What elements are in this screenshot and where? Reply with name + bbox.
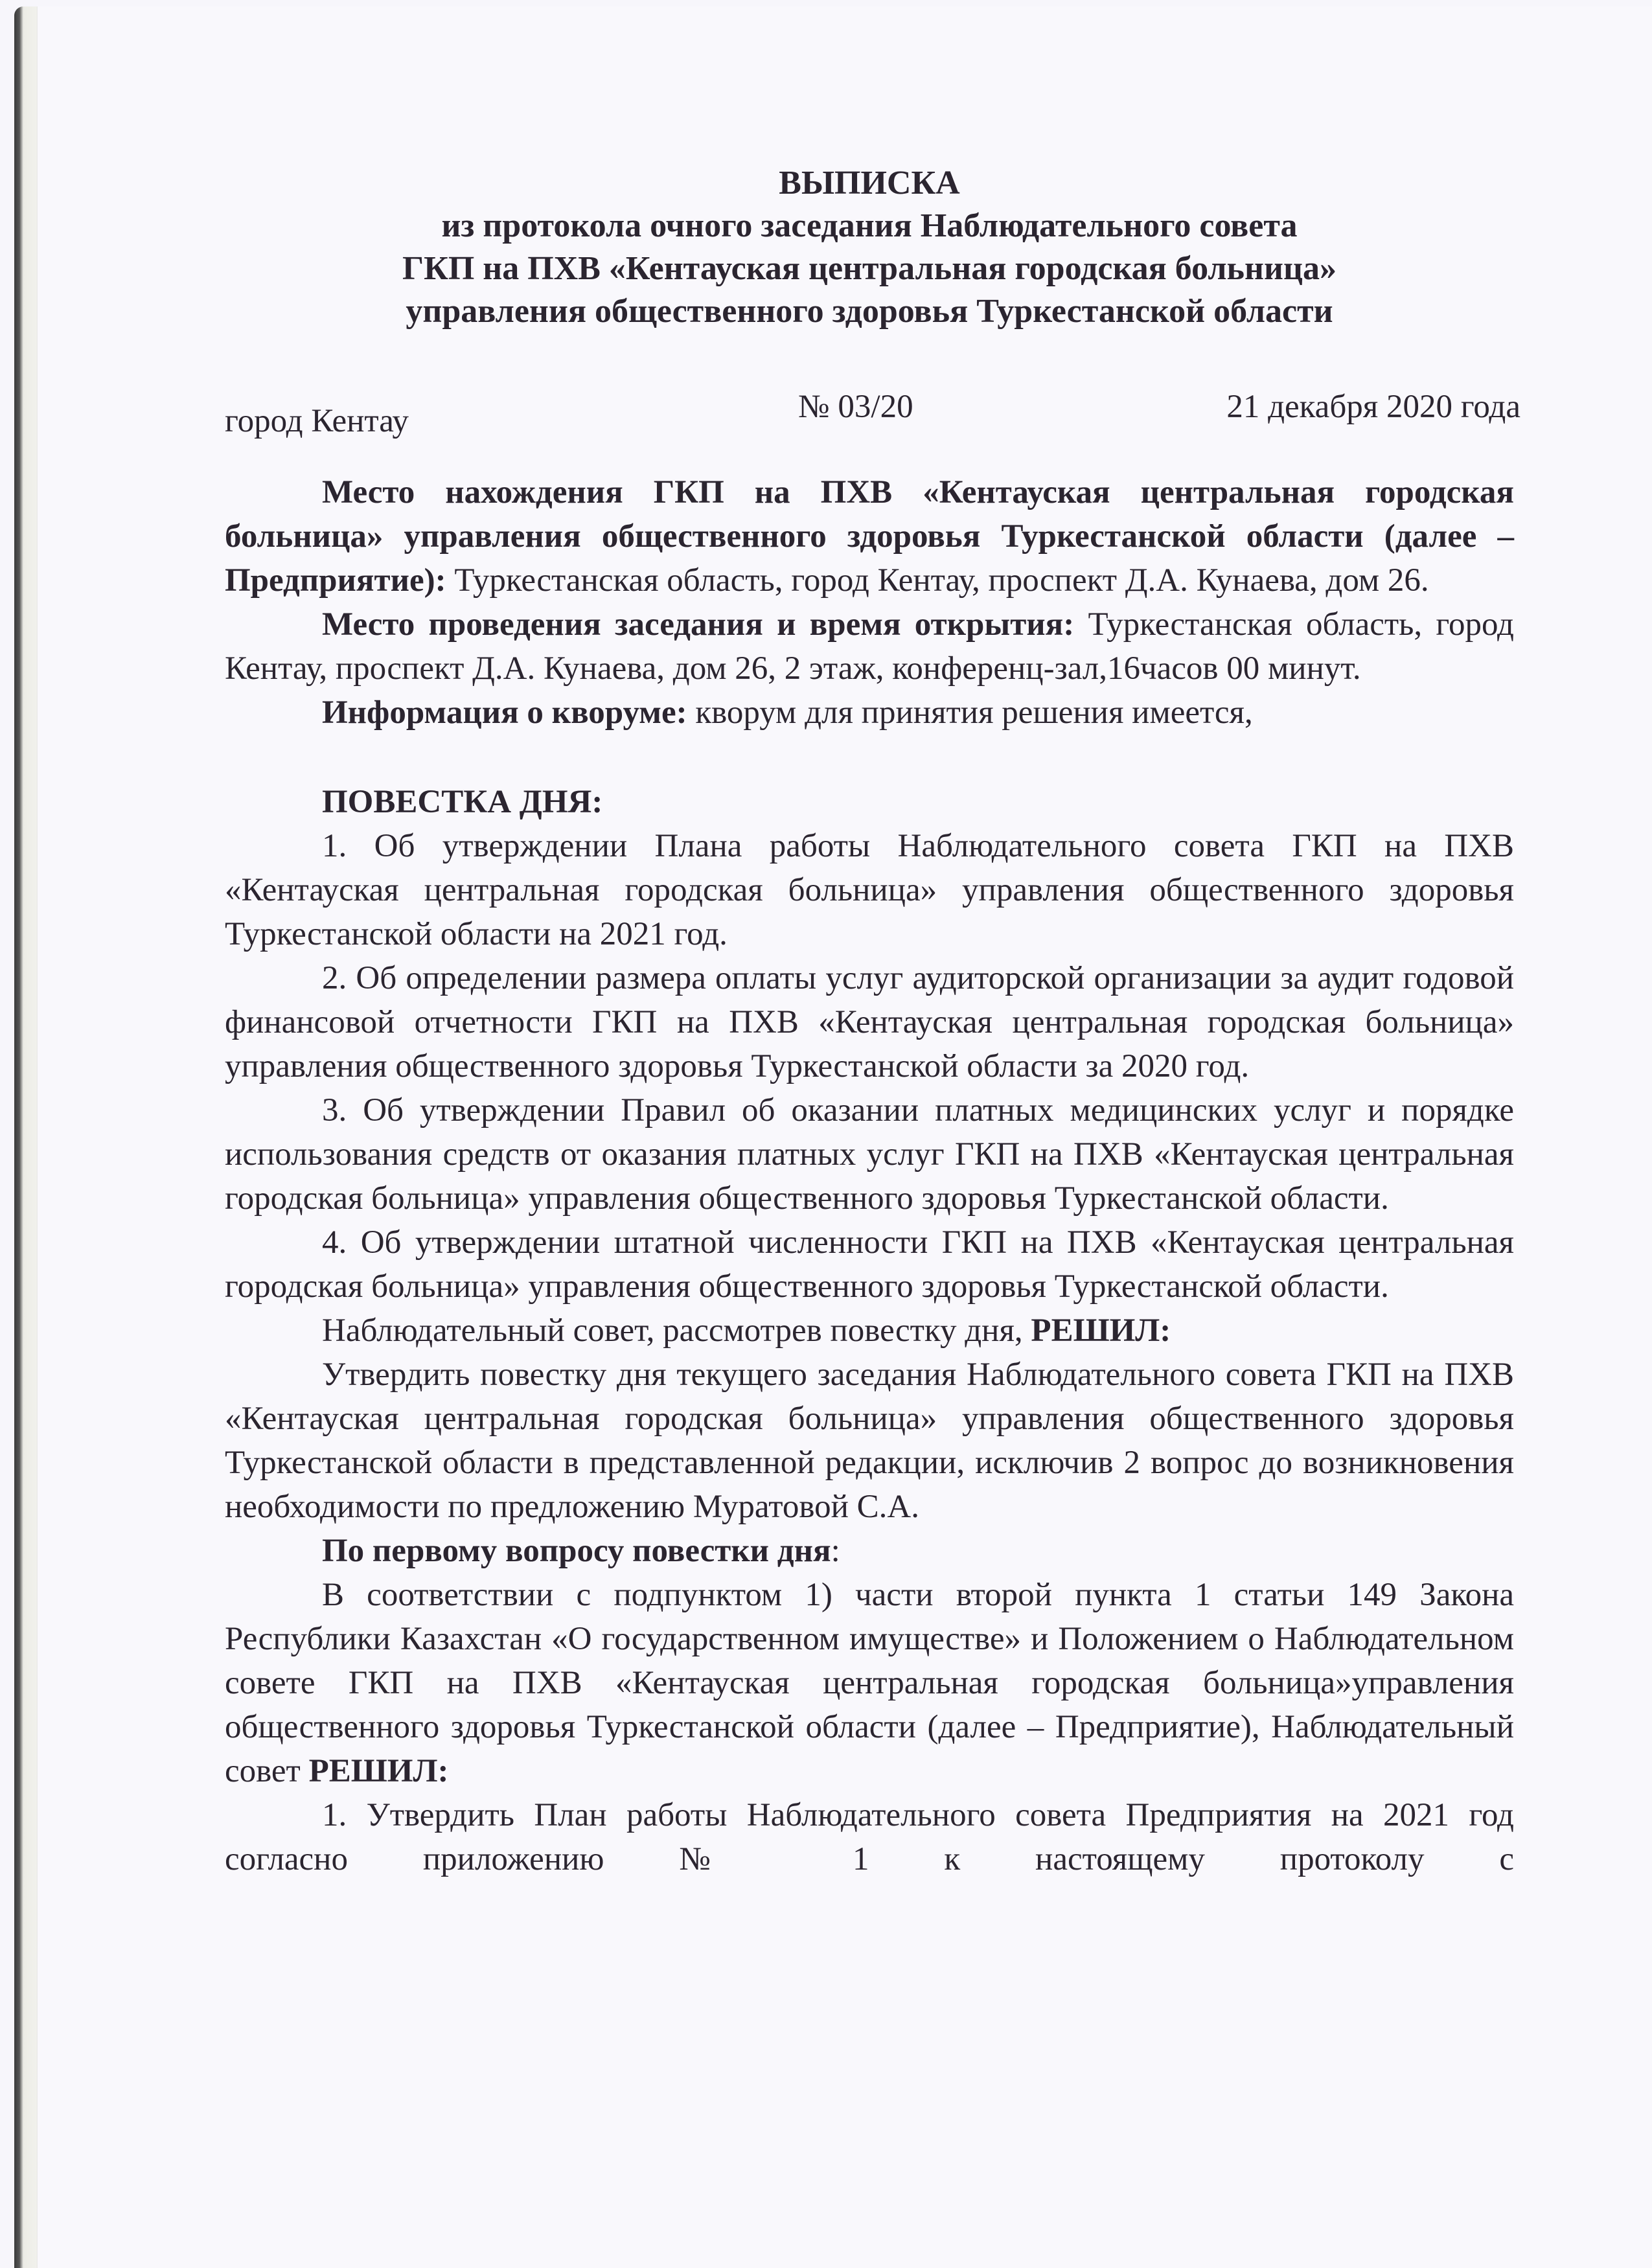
subtitle-line: управления общественного здоровья Туркестанской области	[406, 293, 1333, 330]
agenda-heading: ПОВЕСТКА ДНЯ:	[322, 784, 603, 820]
protocol-meta	[225, 385, 1520, 439]
first-question-heading	[225, 1529, 1514, 1573]
protocol-number: № 03/20	[798, 389, 913, 425]
decided-label: РЕШИЛ:	[1031, 1312, 1171, 1349]
first-question-heading-text: По первому вопросу повестки дня	[322, 1533, 831, 1569]
agenda-item: 1. Об утверждении Плана работы Наблюдательного совета ГКП на ПХВ «Кентауская центральная городская больница» управления общественного здоровья Туркестанской области на 2021 год.	[225, 828, 1514, 952]
resolution-item: 1. Утвердить План работы Наблюдательного совета Предприятия на 2021 год согласно приложению № 1 к настоящему протоколу с	[225, 1797, 1514, 1877]
city: город Кентау	[225, 403, 409, 439]
location-paragraph	[225, 470, 1514, 602]
agenda-decision-intro-text: Наблюдательный совет, рассмотрев повестку дня,	[322, 1312, 1031, 1349]
quorum-label: Информация о кворуме:	[322, 694, 687, 731]
decided-label: РЕШИЛ:	[308, 1753, 449, 1789]
document-content	[225, 162, 1520, 1881]
first-question-body: В соответствии с подпунктом 1) части второй пункта 1 статьи 149 Закона Республики Казахстан «О государственном имуществе» и Положением о Наблюдательном совете ГКП на ПХВ «Кентауская центральная городская больница»управления общественного здоровья Туркестанской области (далее – Предприятие), Наблюдательный совет	[225, 1577, 1514, 1789]
venue-label: Место проведения заседания и время открытия:	[322, 606, 1075, 643]
quorum-paragraph	[225, 691, 1514, 735]
agenda-decision-text: Утвердить повестку дня текущего заседания Наблюдательного совета ГКП на ПХВ «Кентауская центральная городская больница» управления общественного здоровья Туркестанской области в представленной редакции, исключив 2 вопрос до возникновения необходимости по предложению Муратовой С.А.	[225, 1357, 1514, 1525]
venue-text: Туркестанская область, город Кентау, проспект Д.А. Кунаева, дом 26, 2 этаж, конференц-зал,16часов 00 минут.	[225, 606, 1514, 687]
document-header	[225, 162, 1514, 333]
scan-edge-shadow	[14, 6, 38, 2268]
subtitle-line: ГКП на ПХВ «Кентауская центральная городская больница»	[402, 250, 1337, 287]
subtitle-line: из протокола очного заседания Наблюдательного совета	[441, 207, 1298, 244]
protocol-date: 21 декабря 2020 года	[1226, 389, 1520, 425]
document-title: ВЫПИСКА	[779, 165, 960, 201]
location-text: Туркестанская область, город Кентау, проспект Д.А. Кунаева, дом 26.	[446, 562, 1429, 599]
quorum-text: кворум для принятия решения имеется,	[687, 694, 1253, 731]
first-question-text	[225, 1573, 1514, 1793]
agenda-decision-intro	[225, 1309, 1514, 1353]
first-question-colon: :	[831, 1533, 840, 1569]
venue-paragraph	[225, 602, 1514, 691]
agenda-item: 3. Об утверждении Правил об оказании платных медицинских услуг и порядке использования средств от оказания платных услуг ГКП на ПХВ «Кентауская центральная городская больница» управления общественного здоровья Туркестанской области.	[225, 1092, 1514, 1217]
location-label: Место нахождения ГКП на ПХВ «Кентауская центральная городская больница» управления общественного здоровья Туркестанской области (далее – Предприятие):	[225, 474, 1514, 599]
agenda-item: 2. Об определении размера оплаты услуг аудиторской организации за аудит годовой финансовой отчетности ГКП на ПХВ «Кентауская центральная городская больница» управления общественного здоровья Туркестанской области за 2020 год.	[225, 960, 1514, 1084]
agenda-item: 4. Об утверждении штатной численности ГКП на ПХВ «Кентауская центральная городская больница» управления общественного здоровья Туркестанской области.	[225, 1224, 1514, 1305]
